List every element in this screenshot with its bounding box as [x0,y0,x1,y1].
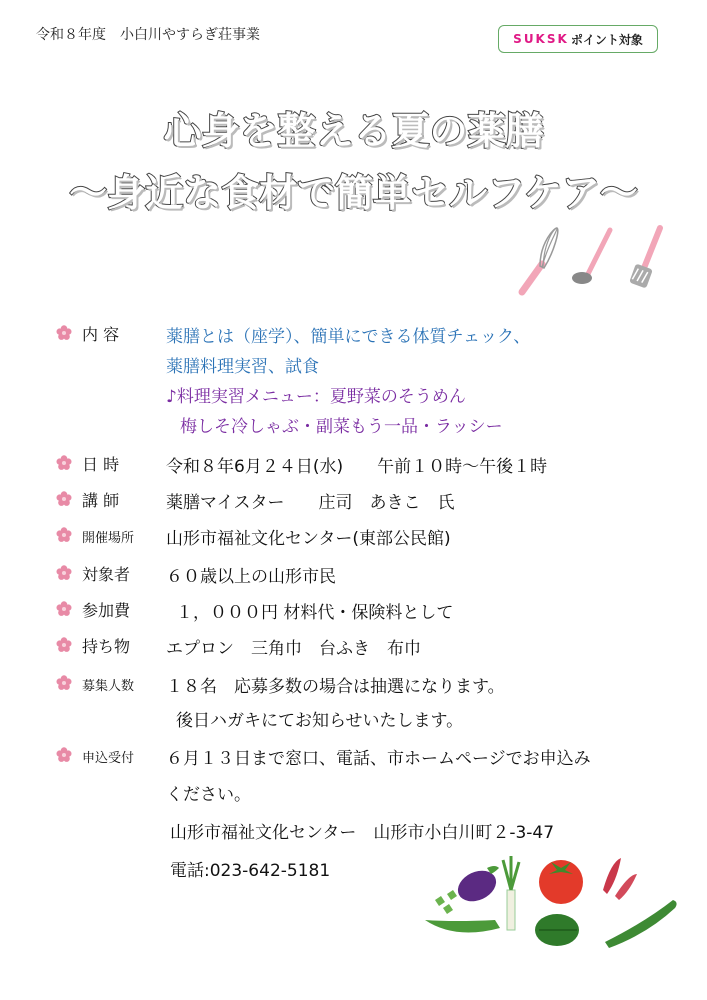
capacity-label: 募集人数 [82,679,135,694]
row-venue [56,524,172,546]
row-content [56,322,172,345]
whisk-icon [522,228,558,292]
row-lecturer [56,488,172,511]
flower-bullet-icon [56,491,72,507]
target-value: ６０歳以上の山形市民 [166,567,336,587]
items-label: 持ち物 [82,637,131,656]
content-line-2: 薬膳料理実習、試食 [166,357,319,377]
badge-text: ポイント対象 [570,32,643,47]
lecturer-label: 講 師 [82,491,120,510]
shiso-leaf-icon [535,914,579,946]
apply-label: 申込受付 [82,751,135,766]
flower-bullet-icon [56,565,72,581]
flower-bullet-icon [56,325,72,341]
title-line-1: 心身を整える夏の薬膳 [163,109,544,153]
myoga-icon [603,858,637,900]
organizer-text: 令和８年度 小白川やすらぎ荘事業 [36,27,260,43]
items-value: エプロン 三角巾 台ふき 布巾 [166,639,421,659]
row-target [56,562,172,585]
vegetables-illustration [415,850,685,950]
flower-bullet-icon [56,527,72,543]
cucumber-icon [605,900,677,948]
spatula-icon [629,228,660,288]
flower-bullet-icon [56,637,72,653]
row-capacity [56,672,172,694]
fee-value: １，０００円 材料代・保険料として [176,603,454,623]
phone: 電話:023-642-5181 [170,861,331,881]
menu-line-1: ♪料理実習メニュー：夏野菜のそうめん [166,387,466,407]
eggplant-icon [453,865,501,907]
content-line-1: 薬膳とは（座学）、簡単にできる体質チェック、 [166,327,531,347]
green-onion-icon [503,856,519,930]
flower-bullet-icon [56,675,72,691]
utensils-illustration [510,222,680,297]
title-line-2: ～身近な食材で簡単セルフケア～ [69,171,638,215]
point-badge [498,25,658,53]
flower-bullet-icon [56,747,72,763]
target-label: 対象者 [82,565,131,584]
venue-label: 開催場所 [82,531,135,546]
lecturer-value: 薬膳マイスター 庄司 あきこ 氏 [166,493,455,513]
row-items [56,634,172,657]
apply-value-2: ください。 [166,785,251,805]
datetime-label: 日 時 [82,455,120,474]
row-fee [56,598,172,621]
tomato-icon [539,860,583,904]
flower-bullet-icon [56,601,72,617]
apply-value-1: ６月１３日まで窓口、電話、市ホームページでお申込み [166,749,591,769]
datetime-value: 令和８年6月２４日(水) 午前１０時～午後１時 [166,457,548,477]
fee-label: 参加費 [82,601,131,620]
capacity-value: １８名 応募多数の場合は抽選になります。 [166,677,505,697]
address: 山形市福祉文化センター 山形市小白川町２-3-47 [170,823,555,843]
row-datetime [56,452,172,475]
content-label: 内 容 [82,325,120,344]
venue-value: 山形市福祉文化センター(東部公民館) [166,529,451,549]
capacity-note: 後日ハガキにてお知らせいたします。 [176,711,464,731]
ladle-icon [572,230,610,284]
menu-line-2: 梅しそ冷しゃぶ・副菜もう一品・ラッシー [180,417,503,437]
badge-brand: SUKSK [513,32,569,46]
row-apply [56,744,172,766]
flower-bullet-icon [56,455,72,471]
